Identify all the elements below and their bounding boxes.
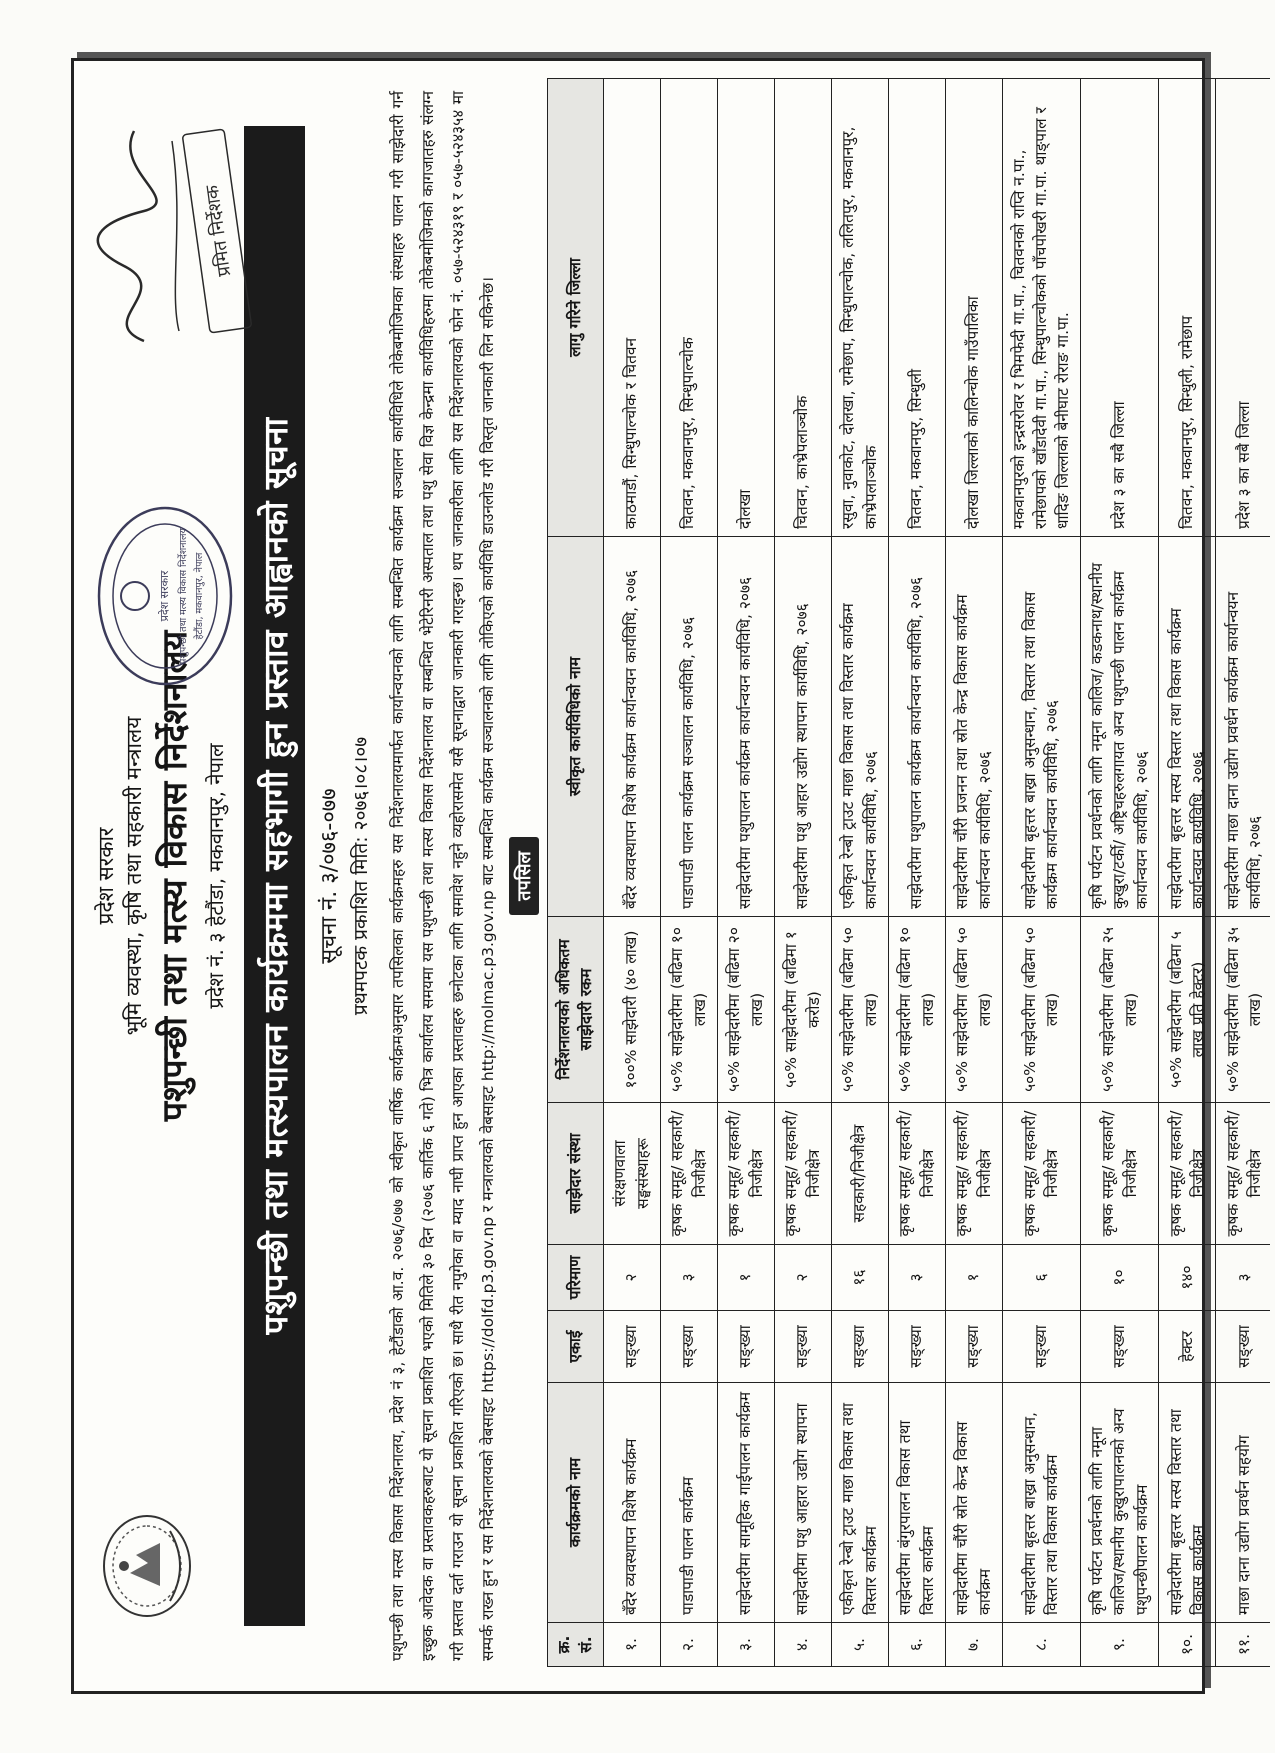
cell-quantity: ६ — [1002, 1245, 1080, 1311]
cell-unit: सङ्ख्या — [774, 1311, 831, 1383]
cell-procedure: एकीकृत रेन्बो ट्राउट माछा विकास तथा विस्तार कार्यक्रम कार्यान्वयन कार्यविधि, २०७६ — [831, 537, 888, 917]
col-header-programme: कार्यक्रमको नाम — [547, 1383, 603, 1623]
table-row — [1216, 79, 1270, 1667]
cell-amount: ५०% साझेदारीमा (बढिमा १ करोड) — [774, 917, 831, 1103]
cell-programme: साझेदारीमा सामूहिक गाईपालन कार्यक्रम — [717, 1383, 774, 1623]
stamp-line-2: पशुपन्छी तथा मत्स्य विकास निर्देशनालय — [178, 528, 189, 664]
cell-unit: सङ्ख्या — [1216, 1311, 1270, 1383]
cell-amount: १००% साझेदारी (४० लाख) — [603, 917, 660, 1103]
cell-amount: ५०% साझेदारीमा (बढिमा ५० लाख) — [945, 917, 1002, 1103]
cell-sn: १०. — [1159, 1623, 1216, 1667]
cell-partner: कृषक समूह/ सहकारी/ निजीक्षेत्र — [717, 1103, 774, 1245]
col-header-partner: साझेदार संस्था — [547, 1103, 603, 1245]
table-header-row — [547, 79, 603, 1667]
cell-quantity: २ — [774, 1245, 831, 1311]
table-row — [774, 79, 831, 1667]
cell-procedure: कृषि पर्यटन प्रवर्धनको लागि नमूना कालिज/ कडकनाथ/स्थानीय कुखुरा/टर्की/ अष्ट्रिचहरुलगायत अन्य पशुपन्छी पालन कार्यक्रम कार्यान्वयन कार्यविधि, २०७६ — [1080, 537, 1158, 917]
cell-district: रसुवा, नुवाकोट, दोलखा, रामेछाप, सिन्धुपाल्चोक, ललितपुर, मकवानपुर, काभ्रेपलाञ्चोक — [831, 79, 888, 537]
cell-partner: कृषक समूह/ सहकारी/ निजीक्षेत्र — [660, 1103, 717, 1245]
cell-programme: साझेदारीमा चौंरी स्रोत केन्द्र विकास कार्यक्रम — [945, 1383, 1002, 1623]
nepal-emblem-icon — [100, 1511, 195, 1621]
cell-sn: २. — [660, 1623, 717, 1667]
col-header-sn: क्र. सं. — [547, 1623, 603, 1667]
cell-district: चितवन, मकवानपुर, सिन्धुली — [888, 79, 945, 537]
table-row — [888, 79, 945, 1667]
cell-partner: कृषक समूह/ सहकारी/निजीक्षेत्र — [1080, 1103, 1158, 1245]
cell-partner: कृषक समूह/ सहकारी/ निजीक्षेत्र — [1002, 1103, 1080, 1245]
publication-date: प्रथमपटक प्रकाशित मिति: २०७६।०८।०७ — [349, 736, 372, 1016]
cell-sn: ९. — [1080, 1623, 1158, 1667]
table-row — [1002, 79, 1080, 1667]
table-row — [603, 79, 660, 1667]
cell-unit: सङ्ख्या — [603, 1311, 660, 1383]
col-header-district: लागु गरिने जिल्ला — [547, 79, 603, 537]
cell-amount: ५०% साझेदारीमा (बढिमा ५० लाख) — [1002, 917, 1080, 1103]
cell-partner: कृषक समूह/ सहकारी/ निजीक्षेत्र — [1216, 1103, 1270, 1245]
cell-programme: पाडापाडी पालन कार्यक्रम — [660, 1383, 717, 1623]
office-stamp — [90, 501, 240, 691]
cell-programme: माछा दाना उद्योग प्रवर्धन सहयोग — [1216, 1383, 1270, 1623]
table-row — [1080, 79, 1158, 1667]
cell-district: चितवन, मकवानपुर, सिन्धुपाल्चोक — [660, 79, 717, 537]
government-name: प्रदेश सरकार — [94, 827, 118, 925]
cell-district: चितवन, मकवानपुर, सिन्धुली, रामेछाप — [1159, 79, 1216, 537]
cell-unit: सङ्ख्या — [660, 1311, 717, 1383]
cell-unit: सङ्ख्या — [1080, 1311, 1158, 1383]
table-row — [660, 79, 717, 1667]
cell-programme: साझेदारीमा बृहत्तर मत्स्य विस्तार तथा विकास कार्यक्रम — [1159, 1383, 1216, 1623]
cell-amount: ५०% साझेदारीमा (बढिमा १० लाख) — [888, 917, 945, 1103]
cell-partner: कृषक समूह/ सहकारी/ निजीक्षेत्र — [888, 1103, 945, 1245]
cell-district: प्रदेश ३ का सबै जिल्ला — [1216, 79, 1270, 537]
cell-procedure: बँदेर व्यवस्थापन विशेष कार्यक्रम कार्यान्वयन कार्यविधि, २०७६ — [603, 537, 660, 917]
cell-partner: कृषक समूह/ सहकारी/ निजीक्षेत्र — [774, 1103, 831, 1245]
cell-district: दोलखा — [717, 79, 774, 537]
cell-programme: साझेदारीमा बृहत्तर बाख्रा अनुसन्धान, विस्तार तथा विकास कार्यक्रम — [1002, 1383, 1080, 1623]
cell-quantity: ३ — [888, 1245, 945, 1311]
cell-procedure: साझेदारीमा पशु आहार उद्योग स्थापना कार्यविधि, २०७६ — [774, 537, 831, 917]
cell-sn: ११. — [1216, 1623, 1270, 1667]
col-header-quantity: परिमाण — [547, 1245, 603, 1311]
cell-district: काठमाडौं, सिन्धुपाल्चोक र चितवन — [603, 79, 660, 537]
cell-unit: सङ्ख्या — [717, 1311, 774, 1383]
cell-district: चितवन, काभ्रेपलाञ्चोक — [774, 79, 831, 537]
cell-quantity: १४० — [1159, 1245, 1216, 1311]
cell-amount: ५०% साझेदारीमा (बढिमा ५० लाख) — [831, 917, 888, 1103]
cell-sn: ४. — [774, 1623, 831, 1667]
cell-partner: संरक्षणवाला सङ्घसंस्थाहरू — [603, 1103, 660, 1245]
cell-sn: ५. — [831, 1623, 888, 1667]
cell-amount: ५०% साझेदारीमा (बढिमा २० लाख) — [717, 917, 774, 1103]
cell-quantity: १६ — [831, 1245, 888, 1311]
table-row — [945, 79, 1002, 1667]
cell-sn: ८. — [1002, 1623, 1080, 1667]
directorate-name: पशुपन्छी तथा मत्स्य विकास निर्देशनालय — [154, 630, 195, 1122]
cell-procedure: साझेदारीमा माछा दाना उद्योग प्रवर्धन कार्यक्रम कार्यान्वयन कार्यविधि, २०७६ — [1216, 537, 1270, 917]
col-header-amount: निर्देशनालयको अधिकतम साझेदारी रकम — [547, 917, 603, 1103]
notice-title: पशुपन्छी तथा मत्स्यपालन कार्यक्रममा सहभागी हुन प्रस्ताव आह्वानको सूचना — [244, 126, 305, 1626]
cell-amount: ५०% साझेदारीमा (बढिमा ३५ लाख) — [1216, 917, 1270, 1103]
cell-district: प्रदेश ३ का सबै जिल्ला — [1080, 79, 1158, 537]
table-row — [1159, 79, 1216, 1667]
cell-district: दोलखा जिल्लाको कालिन्चोक गाउँपालिका — [945, 79, 1002, 537]
ministry-name: भूमि व्यवस्था, कृषि तथा सहकारी मन्त्रालय — [122, 716, 147, 1036]
cell-unit: सङ्ख्या — [831, 1311, 888, 1383]
table-row — [831, 79, 888, 1667]
programme-table — [547, 78, 1270, 1667]
scanned-page — [6, 6, 1270, 1746]
cell-procedure: साझेदारीमा बृहत्तर बाख्रा अनुसन्धान, विस्तार तथा विकास कार्यक्रम कार्यान्वयन कार्यविधि, २०७६ — [1002, 537, 1080, 917]
col-header-unit: एकाई — [547, 1311, 603, 1383]
cell-sn: १. — [603, 1623, 660, 1667]
col-header-procedure: स्वीकृत कार्यविधिको नाम — [547, 537, 603, 917]
cell-programme: कृषि पर्यटन प्रवर्धनको लागि नमूना कालिज/स्थानीय कुखुरापालनको अन्य पशुपन्छीपालन कार्यक्रम — [1080, 1383, 1158, 1623]
cell-quantity: १० — [1080, 1245, 1158, 1311]
table-row — [717, 79, 774, 1667]
cell-procedure: साझेदारीमा पशुपालन कार्यक्रम कार्यान्वयन कार्यविधि, २०७६ — [888, 537, 945, 917]
cell-programme: एकीकृत रेन्बो ट्राउट माछा विकास तथा विस्तार कार्यक्रम — [831, 1383, 888, 1623]
cell-programme: साझेदारीमा बंगुरपालन विकास तथा विस्तार कार्यक्रम — [888, 1383, 945, 1623]
cell-quantity: १ — [945, 1245, 1002, 1311]
cell-sn: ६. — [888, 1623, 945, 1667]
cell-programme: बँदेर व्यवस्थापन विशेष कार्यक्रम — [603, 1383, 660, 1623]
cell-programme: साझेदारीमा पशु आहारा उद्योग स्थापना — [774, 1383, 831, 1623]
cell-unit: हेक्टर — [1159, 1311, 1216, 1383]
cell-quantity: ३ — [1216, 1245, 1270, 1311]
cell-procedure: साझेदारीमा बृहत्तर मत्स्य विस्तार तथा विकास कार्यक्रम कार्यान्वयन कार्यविधि, २०७६ — [1159, 537, 1216, 917]
office-address: प्रदेश नं. ३ हेटौंडा, मकवानपुर, नेपाल — [203, 743, 228, 1009]
cell-quantity: ३ — [660, 1245, 717, 1311]
cell-quantity: २ — [603, 1245, 660, 1311]
cell-unit: सङ्ख्या — [1002, 1311, 1080, 1383]
cell-amount: ५०% साझेदारीमा (बढिमा २५ लाख) — [1080, 917, 1158, 1103]
cell-sn: ३. — [717, 1623, 774, 1667]
cell-procedure: साझेदारीमा पशुपालन कार्यक्रम कार्यान्वयन कार्यविधि, २०७६ — [717, 537, 774, 917]
cell-unit: सङ्ख्या — [945, 1311, 1002, 1383]
cell-amount: ५०% साझेदारीमा (बढिमा १० लाख) — [660, 917, 717, 1103]
cell-amount: ५०% साझेदारीमा (बढिमा ५ लाख प्रति हेक्टर) — [1159, 917, 1216, 1103]
signature-title: प्रमित निर्देशक — [201, 183, 236, 278]
cell-partner: कृषक समूह/ सहकारी/ निजीक्षेत्र — [945, 1103, 1002, 1245]
signature-block — [84, 111, 264, 361]
cell-quantity: १ — [717, 1245, 774, 1311]
stamp-line-3: हेटौंडा, मकवानपुर, नेपाल — [194, 552, 205, 640]
cell-procedure: साझेदारीमा चौंरी प्रजनन तथा स्रोत केन्द्र विकास कार्यक्रम कार्यान्वयन कार्यविधि, २०७६ — [945, 537, 1002, 917]
cell-district: मकवानपुरको इन्द्रसरोवर र भिमफेदी गा.पा., चितवनको राप्ति न.पा., रामेछापको खाँडादेवी गा.पा., सिन्धुपाल्चोकको पाँचपोखरी गा.पा. थाङ्पाल र धादिङ जिल्लाको बेनीघाट रोराङ गा.पा. — [1002, 79, 1080, 537]
notice-frame — [71, 58, 1265, 1694]
cell-partner: सहकारी/निजीक्षेत्र — [831, 1103, 888, 1245]
cell-sn: ७. — [945, 1623, 1002, 1667]
stamp-line-1: प्रदेश सरकार — [158, 570, 171, 622]
notice-number: सूचना नं. ३/०७६-०७७ — [316, 788, 342, 964]
cell-unit: सङ्ख्या — [888, 1311, 945, 1383]
cell-procedure: पाडापाडी पालन कार्यक्रम सञ्चालन कार्यविधि, २०७६ — [660, 537, 717, 917]
schedule-label: तपसिल — [509, 837, 539, 915]
notice-body: पशुपन्छी तथा मत्स्य विकास निर्देशनालय, प्रदेश नं ३, हेटौंडाको आ.व. २०७६/०७७ को स्वीकृत वार्षिक कार्यक्रमअनुसार तपसिलका कार्यक्रमहरु यस निर्देशनालयमार्फत कार्यान्वयनको लागि सम्बन्धित कार्यक्रम सञ्चालन कार्यविधिले तोकेबमोजिमका संस्थाहरु पालन गरी साझेदारी गर्न इच्छुक आवेदक वा प्रस्तावकहरुबाट यो सूचना प्रकाशित भएको मितिले ३० दिन (२०७६ कार्तिक ६ गते) भित्र कार्यालय समयमा यस पशुपन्छी तथा मत्स्य विकास निर्देशनालय वा सम्बन्धित भेटेरिनरी अस्पताल तथा पशु सेवा विज्ञ केन्द्रमा कार्यविधिहरुमा तोकेबमोजिमको कागजातहरु संलग्न गरी प्रस्ताव दर्ता गराउन यो सूचना प्रकाशित गरिएको छ। साथै रीत नपुगेका वा म्याद नाघी प्राप्त हुन आएका प्रस्तावहरु छनोटका लागि समावेश नहुने व्यहोरासमेत यसै सूचनाद्वारा जानकारी गराइन्छ। थप जानकारीका लागि यस निर्देशनालयको फोन नं. ०५७-५२४३१९ र ०५७-५२४३५४ मा सम्पर्क राख्न हुन र यस निर्देशनालयको वेबसाइट https://dolfd.p3.gov.np र मन्त्रालयको वेबसाइट http://molmac.p3.gov.np बाट सम्बन्धित कार्यक्रम सञ्चालनको लागि तोकिएको कार्यविधि डाउनलोड गरी विस्तृत जानकारी लिन सकिनेछ। — [388, 91, 497, 1661]
cell-partner: कृषक समूह/ सहकारी/निजीक्षेत्र — [1159, 1103, 1216, 1245]
